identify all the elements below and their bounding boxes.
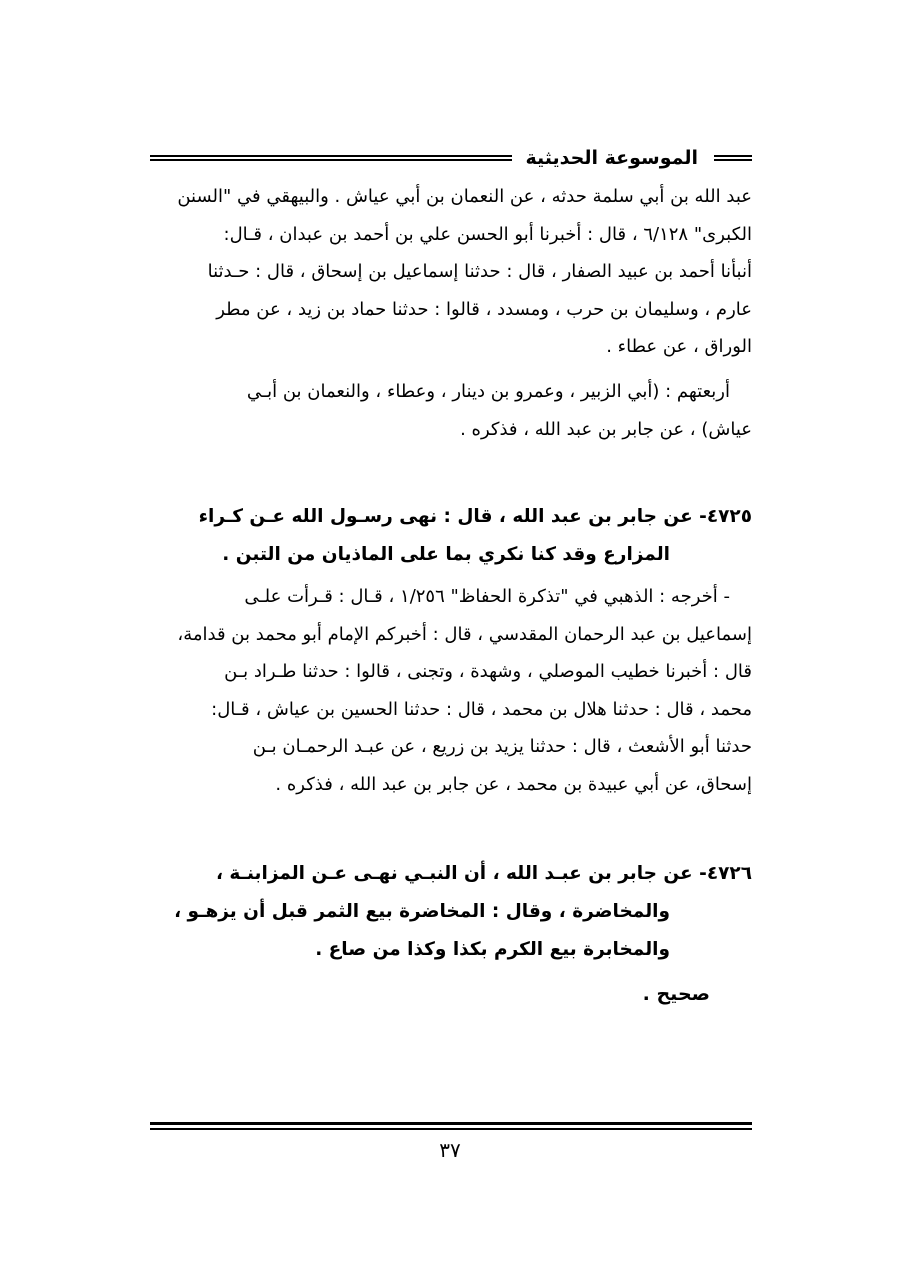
footer-rule [150,1122,752,1130]
text-line: - أخرجه : الذهبي في "تذكرة الحفاظ" ١/٢٥٦ ، قـال : قـرأت علـى [244,586,730,607]
text-line: أنبأنا أحمد بن عبيد الصفار ، قال : حدثنا إسماعيل بن إسحاق ، قال : حـدثنا [207,261,752,282]
hadith-4726 [150,855,752,969]
hadith-grade: صحيح . [642,983,710,1005]
hadith-4725 [150,498,752,574]
page-number: ٣٧ [439,1138,461,1162]
header-title: الموسوعة الحديثية [525,147,698,169]
text-line: قال : أخبرنا خطيب الموصلي ، وشهدة ، وتجنى ، قالوا : حدثنا طـراد بـن [224,661,752,682]
hadith-line: والمخابرة بيع الكرم بكذا وكذا من صاع . [315,939,670,960]
text-line: محمد ، قال : حدثنا هلال بن محمد ، قال : حدثنا الحسين بن عياش ، قـال: [211,698,752,720]
running-header [150,143,752,173]
hadith-line: والمخاضرة ، وقال : المخاضرة بيع الثمر قبل أن يزهـو ، [174,901,670,922]
header-rule-long [150,155,512,161]
paragraph-summary [150,373,752,448]
text-line: عبد الله بن أبي سلمة حدثه ، عن النعمان بن أبي عياش . والبيهقي في "السنن [177,186,752,207]
hadith-line: المزارع وقد كنا نكري بما على الماذيان من التبن . [222,544,670,565]
text-line: الكبرى" ٦/١٢٨ ، قال : أخبرنا أبو الحسن علي بن أحمد بن عبدان ، قـال: [223,223,752,245]
text-line: عارم ، وسليمان بن حرب ، ومسدد ، قالوا : حدثنا حماد بن زيد ، عن مطر [216,298,752,320]
text-line: أربعتهم : (أبي الزبير ، وعمرو بن دينار ، وعطاء ، والنعمان بن أبـي [246,381,730,402]
header-rule-short [714,155,752,161]
text-line: إسماعيل بن عبد الرحمان المقدسي ، قال : أخبركم الإمام أبو محمد بن قدامة، [177,623,752,645]
takhrij-4725 [150,578,752,803]
hadith-line: ٤٧٢٥- عن جابر بن عبد الله ، قال : نهى رسـول الله عـن كـراء [198,506,752,527]
paragraph-sources [150,178,752,366]
hadith-line: ٤٧٢٦- عن جابر بن عبـد الله ، أن النبـي نهـى عـن المزابنـة ، [215,863,752,884]
text-line: إسحاق، عن أبي عبيدة بن محمد ، عن جابر بن عبد الله ، فذكره . [275,773,752,795]
text-line: عياش) ، عن جابر بن عبد الله ، فذكره . [460,418,752,440]
text-line: حدثنا أبو الأشعث ، قال : حدثنا يزيد بن زريع ، عن عبـد الرحمـان بـن [252,736,752,757]
text-line: الوراق ، عن عطاء . [606,336,752,357]
